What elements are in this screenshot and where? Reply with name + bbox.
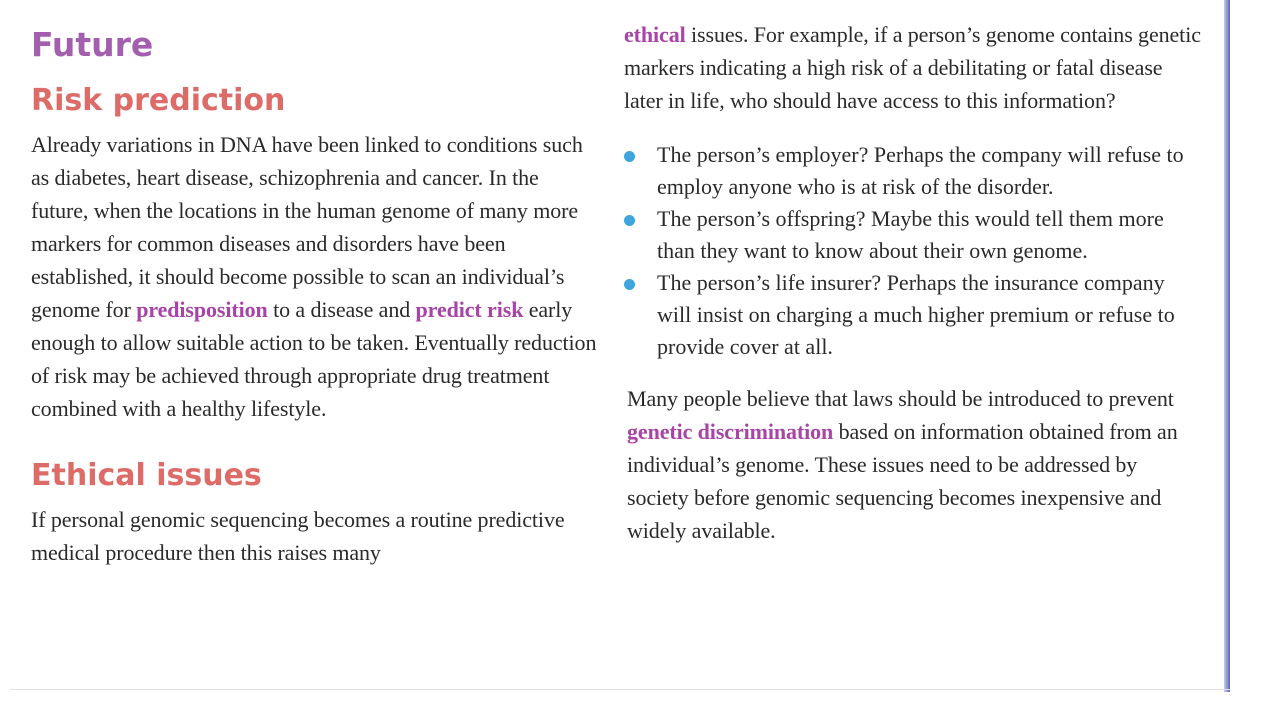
- keyword-predisposition: predisposition: [136, 297, 268, 322]
- closing-paragraph: [624, 382, 1204, 547]
- bullet-text-offspring: The person’s offspring? Maybe this would tell them more than they want to know about their own genome.: [657, 206, 1164, 263]
- ethics-intro-paragraph: [624, 18, 1204, 117]
- risk-text-2: to a disease and: [267, 297, 416, 322]
- closing-text-1: Many people believe that laws should be introduced to prevent: [627, 386, 1174, 411]
- list-item: [624, 267, 1204, 363]
- risk-prediction-paragraph: [31, 128, 601, 425]
- keyword-predict-risk: predict risk: [415, 297, 524, 322]
- ethical-issues-paragraph: If personal genomic sequencing becomes a routine predictive medical procedure then this raises many: [31, 507, 565, 565]
- bullet-text-insurer: The person’s life insurer? Perhaps the insurance company will insist on charging a much higher premium or refuse to provide cover at all.: [657, 270, 1175, 359]
- risk-text-3: early enough to allow suitable action to be taken. Eventually reduction of risk may be achieved through appropriate drug treatment combined with a healthy lifestyle.: [31, 297, 597, 421]
- list-item: [624, 203, 1204, 267]
- left-column: [31, 22, 601, 569]
- stakeholder-bullet-list: [624, 139, 1204, 363]
- risk-prediction-heading: Risk prediction: [31, 83, 286, 118]
- bullet-dot-icon: [624, 215, 635, 226]
- list-item: [624, 139, 1204, 203]
- closing-text-2: based on information obtained from an individual’s genome. These issues need to be addressed by society before genomic sequencing becomes inexpensive and widely available.: [627, 419, 1178, 543]
- page-bottom-divider: [10, 689, 1230, 690]
- keyword-genetic-discrimination: genetic discrimination: [627, 419, 834, 444]
- section-title: Future: [31, 25, 154, 64]
- bullet-dot-icon: [624, 279, 635, 290]
- ethical-issues-heading: Ethical issues: [31, 458, 262, 493]
- bullet-dot-icon: [624, 151, 635, 162]
- risk-text-1: Already variations in DNA have been linked to conditions such as diabetes, heart disease, schizophrenia and cancer. In the future, when the locations in the human genome of many more markers for common diseases and disorders have been established, it should become possible to scan an individual’s genome for: [31, 132, 583, 322]
- keyword-ethical: ethical: [624, 22, 686, 47]
- bullet-text-employer: The person’s employer? Perhaps the company will refuse to employ anyone who is at risk of the disorder.: [657, 142, 1184, 199]
- right-column: [624, 18, 1204, 547]
- page-edge: [1224, 0, 1230, 692]
- ethics-intro-text: issues. For example, if a person’s genome contains genetic markers indicating a high risk of a debilitating or fatal disease later in life, who should have access to this information?: [624, 22, 1201, 113]
